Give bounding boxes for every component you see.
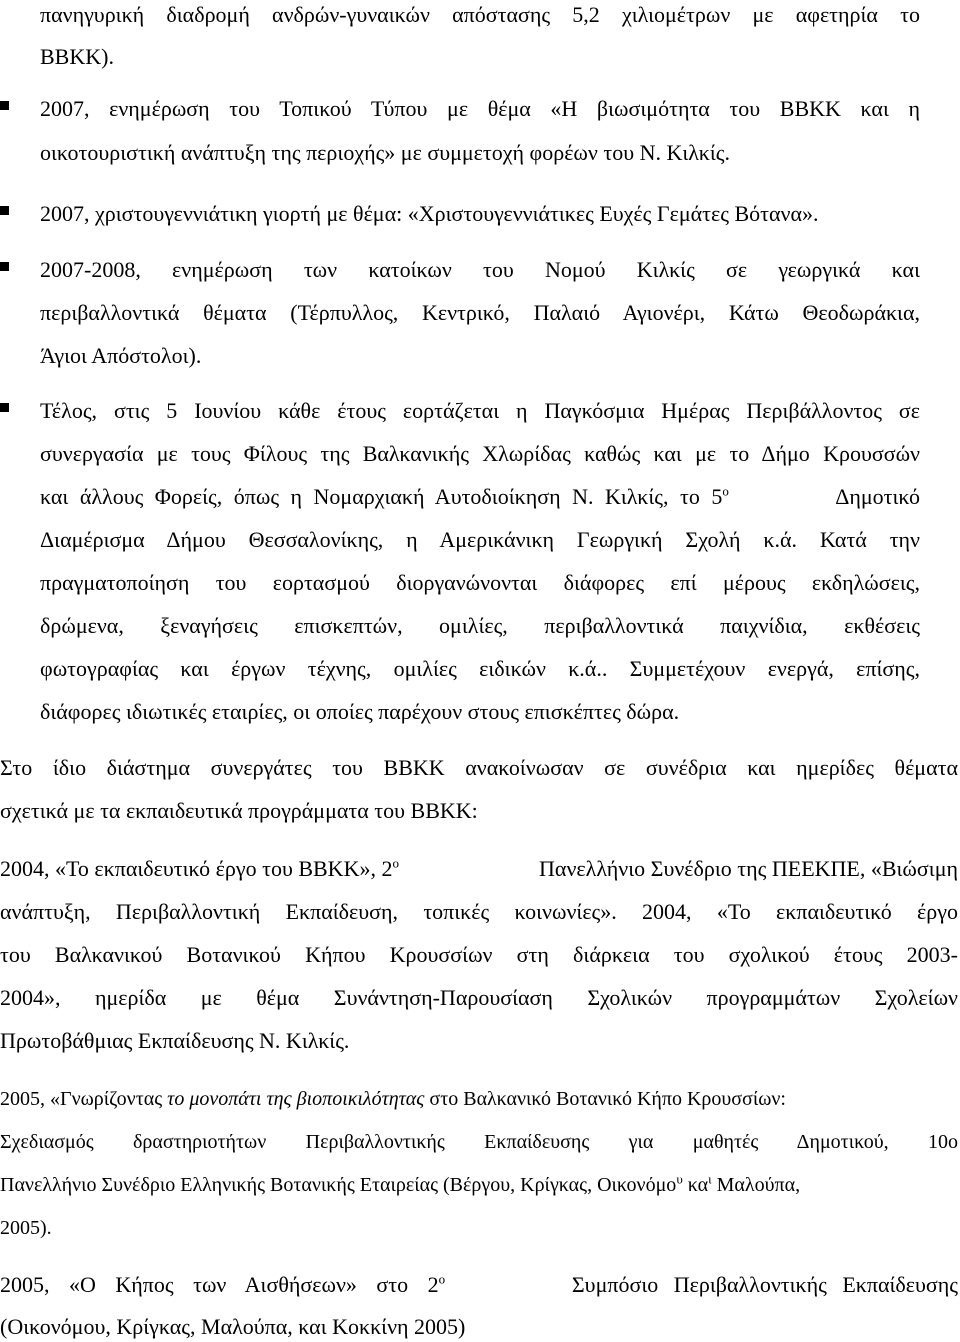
bullet-marker bbox=[0, 101, 9, 110]
para4-line-1-b: Συμπόσιο Περιβαλλοντικής Εκπαίδευσης bbox=[571, 1272, 958, 1297]
para1-line-1: Στο ίδιο διάστημα συνεργάτες του ΒΒΚΚ ανακοίνωσαν σε συνέδρια και ημερίδες θέματα bbox=[0, 755, 958, 780]
bullet-4-line-1: Τέλος, στις 5 Ιουνίου κάθε έτους εορτάζεται η Παγκόσμια Ημέρας Περιβάλλοντος σε bbox=[40, 398, 920, 423]
para3-line-1-italic: το μονοπάτι της βιοποικιλότητας bbox=[167, 1088, 425, 1110]
para4-line-2: (Οικονόμου, Κρίγκας, Μαλούπα, και Κοκκίνη 2005) bbox=[0, 1314, 466, 1339]
para3-line-4: 2005). bbox=[0, 1217, 52, 1239]
para3-line-2: Σχεδιασμός δραστηριοτήτων Περιβαλλοντικής Εκπαίδευσης για μαθητές Δημοτικού, 10ο bbox=[0, 1131, 958, 1153]
para2-line-4: 2004», ημερίδα με θέμα Συνάντηση-Παρουσίαση Σχολικών προγραμμάτων Σχολείων bbox=[0, 985, 958, 1010]
bullet-marker bbox=[0, 262, 9, 271]
bullet-4-line-7: φωτογραφίας και έργων τέχνης, ομιλίες ειδικών κ.ά.. Συμμετέχουν ενεργά, επίσης, bbox=[40, 656, 920, 681]
superscript-u: υ bbox=[676, 1171, 683, 1187]
bullet-4-line-8: διάφορες ιδιωτικές εταιρίες, οι οποίες παρέχουν στους επισκέπτες δώρα. bbox=[40, 699, 680, 724]
para2-line-3: του Βαλκανικού Βοτανικού Κήπου Κρουσσίων στη διάρκεια του σχολικού έτους 2003- bbox=[0, 942, 958, 967]
para2-line-1-b: Πανελλήνιο Συνέδριο της ΠΕΕΚΠΕ, «Βιώσιμη bbox=[539, 856, 958, 881]
superscript-o: ο bbox=[722, 483, 729, 499]
para2-line-2: ανάπτυξη, Περιβαλλοντική Εκπαίδευση, τοπικές κοινωνίες». 2004, «Το εκπαιδευτικό έργο bbox=[0, 899, 958, 924]
bullet-marker bbox=[0, 403, 9, 412]
para1-line-2: σχετικά με τα εκπαιδευτικά προγράμματα του ΒΒΚΚ: bbox=[0, 798, 478, 823]
superscript-o: ο bbox=[392, 855, 399, 871]
para3-line-3-a: Πανελλήνιο Συνέδριο Ελληνικής Βοτανικής Εταιρείας (Βέργου, Κρίγκας, Οικονόμο bbox=[0, 1174, 677, 1196]
para4-line-1 bbox=[0, 1272, 958, 1298]
bullet-4-line-3 bbox=[40, 484, 920, 510]
bullet-4-line-3-tail: Δημοτικό bbox=[835, 484, 920, 509]
superscript-i: ι bbox=[708, 1171, 712, 1187]
intro-line-2: ΒΒΚΚ). bbox=[40, 44, 114, 69]
bullet-3-line-3: Άγιοι Απόστολοι). bbox=[40, 343, 202, 368]
para2-line-1 bbox=[0, 856, 958, 882]
bullet-4-line-2: συνεργασία με τους Φίλους της Βαλκανικής Χλωρίδας καθώς και με το Δήμο Κρουσσών bbox=[40, 441, 920, 466]
bullet-4-line-3-text: και άλλους Φορείς, όπως η Νομαρχιακή Αυτοδιοίκηση Ν. Κιλκίς, το 5 bbox=[40, 484, 723, 509]
bullet-4-line-5: πραγματοποίηση του εορτασμού διοργανώνονται διάφορες επί μέρους εκδηλώσεις, bbox=[40, 570, 920, 595]
para3-line-1-a: 2005, «Γνωρίζοντας bbox=[0, 1088, 168, 1110]
para2-line-5: Πρωτοβάθμιας Εκπαίδευσης Ν. Κιλκίς. bbox=[0, 1028, 350, 1053]
bullet-2-line-1: 2007, χριστουγεννιάτικη γιορτή με θέμα: «Χριστουγεννιάτικες Ευχές Γεμάτες Βότανα». bbox=[40, 201, 819, 226]
bullet-1-line-1: 2007, ενημέρωση του Τοπικού Τύπου με θέμα «Η βιωσιμότητα του ΒΒΚΚ και η bbox=[40, 96, 920, 121]
bullet-3-line-1: 2007-2008, ενημέρωση των κατοίκων του Νομού Κιλκίς σε γεωργικά και bbox=[40, 257, 920, 282]
para3-line-1-b: στο Βαλκανικό Βοτανικό Κήπο Κρουσσίων: bbox=[424, 1088, 786, 1110]
bullet-3-line-2: περιβαλλοντικά θέματα (Τέρπυλλος, Κεντρικό, Παλαιό Αγιονέρι, Κάτω Θεοδωράκια, bbox=[40, 300, 920, 325]
superscript-o: ο bbox=[438, 1271, 446, 1287]
bullet-4-line-4: Διαμέρισμα Δήμου Θεσσαλονίκης, η Αμερικάνικη Γεωργική Σχολή κ.ά. Κατά την bbox=[40, 527, 920, 552]
intro-line-1: πανηγυρική διαδρομή ανδρών-γυναικών απόστασης 5,2 χιλιομέτρων με αφετηρία το bbox=[40, 2, 920, 27]
para3-line-1 bbox=[0, 1086, 958, 1112]
para4-line-1-a: 2005, «Ο Κήπος των Αισθήσεων» στο 2 bbox=[0, 1272, 439, 1297]
para3-line-3-c: Μαλούπα, bbox=[711, 1174, 801, 1196]
bullet-4-line-6: δρώμενα, ξεναγήσεις επισκεπτών, ομιλίες, περιβαλλοντικά παιχνίδια, εκθέσεις bbox=[40, 613, 920, 638]
bullet-1-line-2: οικοτουριστική ανάπτυξη της περιοχής» με συμμετοχή φορέων του Ν. Κιλκίς. bbox=[40, 140, 730, 165]
para3-line-3 bbox=[0, 1172, 800, 1198]
bullet-marker bbox=[0, 206, 9, 215]
para2-line-1-a: 2004, «Το εκπαιδευτικό έργο του ΒΒΚΚ», 2 bbox=[0, 856, 393, 881]
para3-line-3-b: κα bbox=[682, 1174, 709, 1196]
